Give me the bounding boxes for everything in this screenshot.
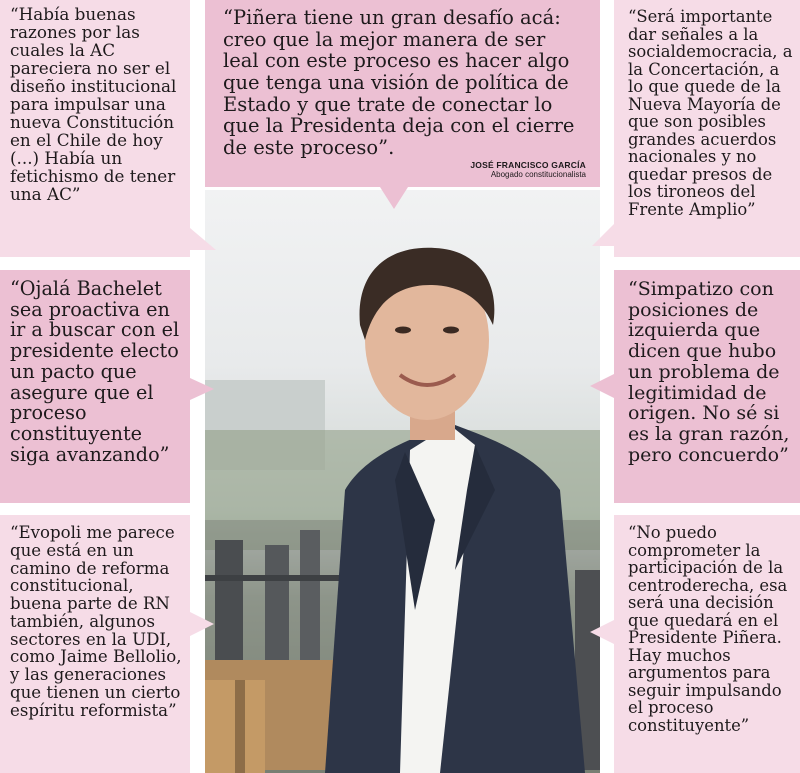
center-quote-box — [205, 0, 600, 187]
left-quote-3-text: “Evopoli me parece que está en un camino de reforma constitucional, buena parte de RN también, algunos sectores en la UDI, como Jaime Bellolio, y las generaciones que tienen un cierto espíritu reformista” — [10, 523, 182, 720]
right-quote-1-tail — [592, 224, 614, 246]
portrait-illustration — [205, 190, 600, 773]
right-quote-1 — [614, 0, 800, 257]
right-quote-2-text: “Simpatizo con posiciones de izquierda que dicen que hubo un problema de legitimidad de origen. No sé si es la gran razón, pero concuerdo” — [628, 278, 790, 466]
author-role: Abogado constitucionalista — [490, 170, 586, 179]
left-quote-2-text: “Ojalá Bachelet sea proactiva en ir a buscar con el presidente electo un pacto que asegure que el proceso constituyente siga avanzando” — [10, 277, 180, 466]
left-quote-3 — [0, 515, 190, 773]
right-quote-3-text: “No puedo comprometer la participación de la centroderecha, esa será una decisión que quedará en el Presidente Piñera. Hay muchos argumentos para seguir impulsando el proceso constituyente” — [628, 523, 788, 736]
left-quote-2 — [0, 270, 190, 503]
left-quote-1 — [0, 0, 190, 257]
quote-credit — [470, 160, 586, 179]
author-name: JOSÉ FRANCISCO GARCÍA — [470, 160, 586, 170]
left-quote-3-tail — [190, 612, 214, 636]
left-quote-1-text: “Había buenas razones por las cuales la AC pareciera no ser el diseño institucional para impulsar una nueva Constitución en el Chile de hoy (...) Había un fetichismo de tener una AC” — [10, 4, 177, 204]
right-quote-2 — [614, 270, 800, 503]
center-quote-text: “Piñera tiene un gran desafío acá: creo que la mejor manera de ser leal con este proceso es hacer algo que tenga una visión de política de Estado y que trate de conectar lo que la Presidenta deja con el cierre de este proceso”. — [223, 6, 575, 159]
right-quote-2-tail — [590, 374, 614, 398]
right-quote-1-text: “Será importante dar señales a la socialdemocracia, a la Concertación, a lo que quede de la Nueva Mayoría de que son posibles grandes acuerdos nacionales y no quedar presos de los tironeos del Frente Amplio” — [628, 7, 793, 220]
portrait-photo — [205, 190, 600, 773]
right-quote-3 — [614, 515, 800, 773]
left-quote-1-tail — [190, 228, 216, 250]
center-bubble-tail — [380, 187, 408, 209]
right-quote-3-tail — [590, 620, 614, 644]
left-quote-2-tail — [190, 378, 214, 400]
